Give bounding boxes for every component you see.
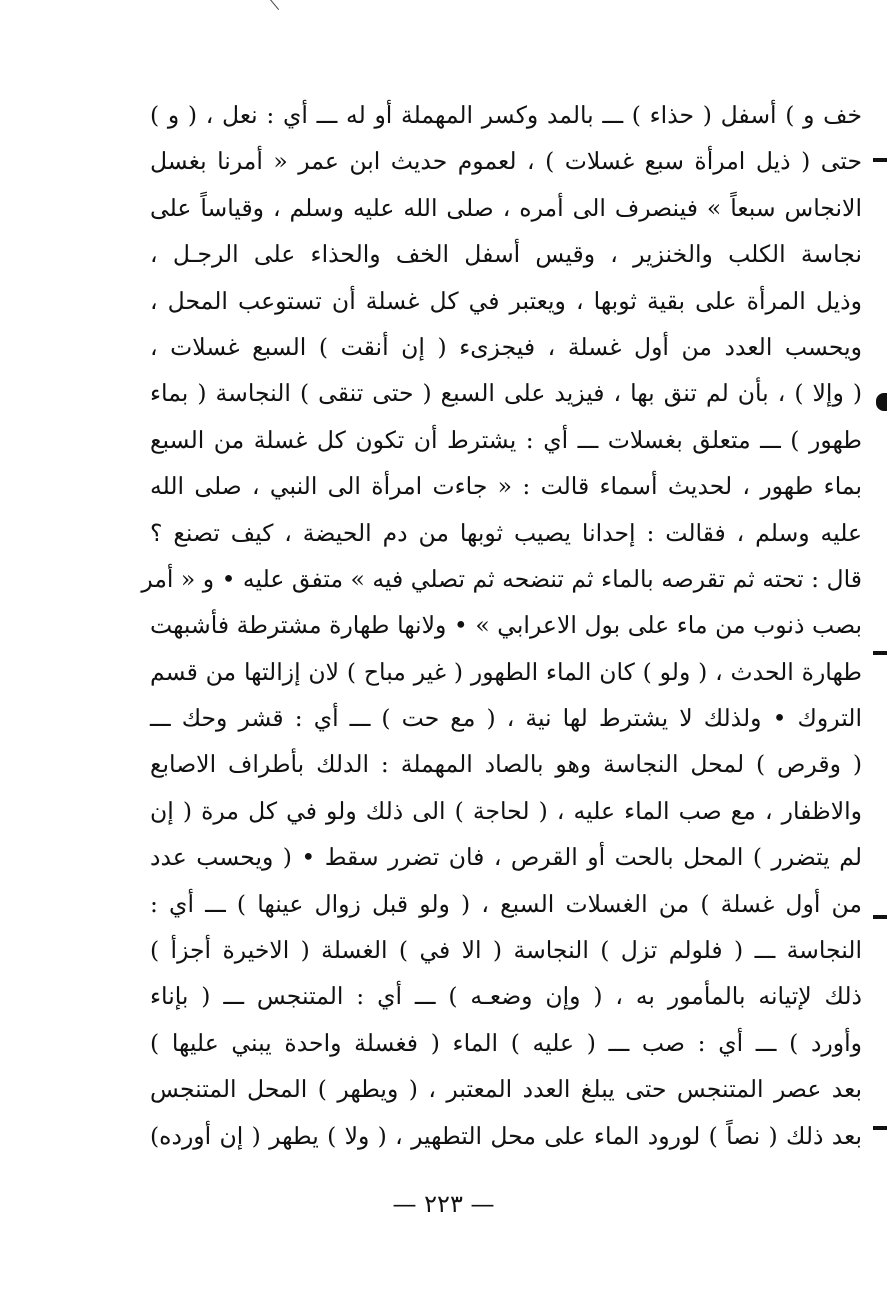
margin-mark xyxy=(873,158,887,162)
text-line: عليه وسلم ، فقالت : إحدانا يصيب ثوبها من دم الحيضة ، كيف تصنع ؟ xyxy=(150,518,862,547)
scan-artifact xyxy=(270,0,279,10)
text-line: ذلك لإتيانه بالمأمور به ، ( وإن وضعـه ) ـــ أي : المتنجس ـــ ( بإناء xyxy=(150,982,862,1011)
text-line: التروك • ولذلك لا يشترط لها نية ، ( مع حت ) ـــ أي : قشر وحك ـــ xyxy=(150,704,862,733)
text-line: لم يتضرر ) المحل بالحت أو القرص ، فان تضرر سقط • ( ويحسب عدد xyxy=(150,843,862,872)
text-line: ( وإلا ) ، بأن لم تنق بها ، فيزيد على السبع ( حتى تنقى ) النجاسة ( بماء xyxy=(150,379,862,408)
text-line: نجاسة الكلب والخنزير ، وقيس أسفل الخف والحذاء على الرجـل ، xyxy=(150,240,862,269)
text-line: الانجاس سبعاً » فينصرف الى أمره ، صلى الله عليه وسلم ، وقياساً على xyxy=(150,193,862,222)
text-line: بصب ذنوب من ماء على بول الاعرابي » • ولانها طهارة مشترطة فأشبهت xyxy=(150,611,862,640)
body-text xyxy=(141,92,862,1159)
text-line: وذيل المرأة على بقية ثوبها ، ويعتبر في كل غسلة أن تستوعب المحل ، xyxy=(150,286,862,315)
text-line: النجاسة ـــ ( فلولم تزل ) النجاسة ( الا في ) الغسلة ( الاخيرة أجزأ ) xyxy=(150,936,862,965)
text-line: والاظفار ، مع صب الماء عليه ، ( لحاجة ) الى ذلك ولو في كل مرة ( إن xyxy=(150,796,862,825)
text-line: بعد ذلك ( نصاً ) لورود الماء على محل التطهير ، ( ولا ) يطهر ( إن أورده) xyxy=(150,1121,862,1150)
text-line: وأورد ) ـــ أي : صب ـــ ( عليه ) الماء ( فغسلة واحدة يبني عليها ) xyxy=(150,1028,862,1057)
text-line: خف و ) أسفل ( حذاء ) ـــ بالمد وكسر المهملة أو له ـــ أي : نعل ، ( و ) xyxy=(150,101,862,129)
text-line: بعد عصر المتنجس حتى يبلغ العدد المعتبر ، ( ويطهر ) المحل المتنجس xyxy=(150,1075,862,1104)
page-number: — ٢٢٣ — xyxy=(392,1190,495,1218)
text-line: قال : تحته ثم تقرصه بالماء ثم تنضحه ثم تصلي فيه » متفق عليه • و « أمر xyxy=(141,564,862,593)
margin-mark xyxy=(876,393,887,411)
margin-mark xyxy=(873,915,887,919)
text-line: من أول غسلة ) من الغسلات السبع ، ( ولو قبل زوال عينها ) ـــ أي : xyxy=(150,889,862,918)
margin-mark xyxy=(873,1126,887,1130)
text-line: ( وقرص ) لمحل النجاسة وهو بالصاد المهملة : الدلك بأطراف الاصابع xyxy=(150,750,862,779)
text-line: طهارة الحدث ، ( ولو ) كان الماء الطهور ( غير مباح ) لان إزالتها من قسم xyxy=(150,657,862,686)
text-line: حتى ( ذيل امرأة سبع غسلات ) ، لعموم حديث ابن عمر « أمرنا بغسل xyxy=(150,147,862,176)
text-line: ويحسب العدد من أول غسلة ، فيجزىء ( إن أنقت ) السبع غسلات ، xyxy=(150,332,862,361)
margin-mark xyxy=(873,651,887,655)
text-line: طهور ) ـــ متعلق بغسلات ـــ أي : يشترط أن تكون كل غسلة من السبع xyxy=(150,425,862,454)
text-line: بماء طهور ، لحديث أسماء قالت : « جاءت امرأة الى النبي ، صلى الله xyxy=(150,472,862,501)
